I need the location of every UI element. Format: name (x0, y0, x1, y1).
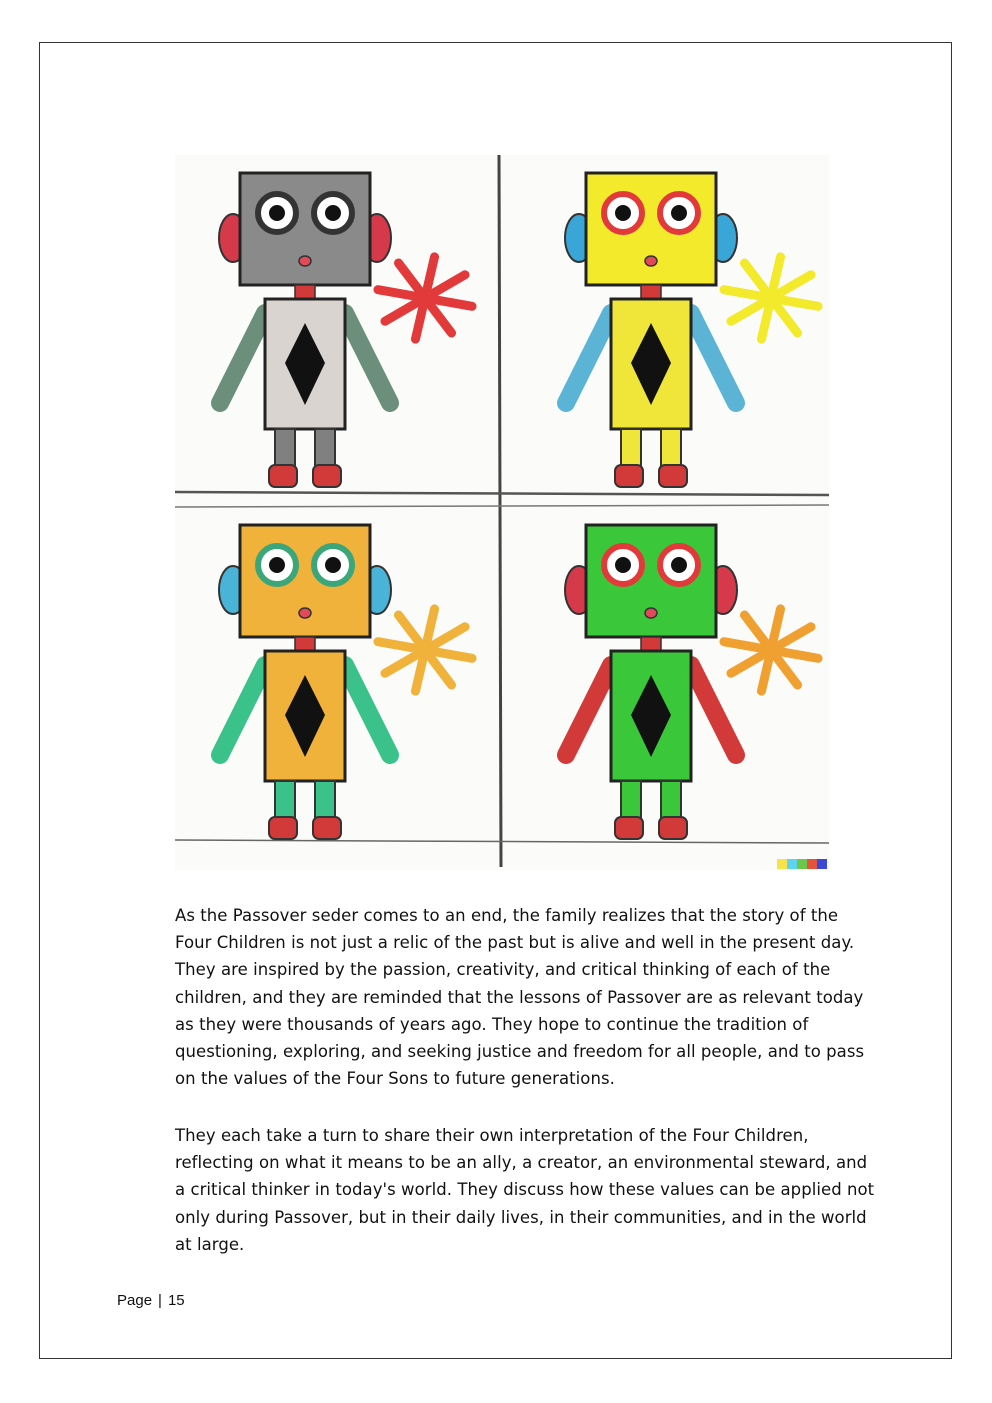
robot-foot-right (313, 465, 341, 487)
robot-pupil (615, 557, 631, 573)
robot-foot-left (269, 817, 297, 839)
footer-page-number: 15 (167, 1292, 185, 1309)
robot-pupil (269, 557, 285, 573)
robot-pupil (325, 205, 341, 221)
robot-leg-right (661, 781, 681, 821)
robot-leg-right (315, 429, 335, 469)
robot-neck (295, 285, 315, 299)
robot-pupil (269, 205, 285, 221)
robot-mouth (299, 608, 311, 618)
color-bar-swatch (817, 859, 827, 869)
robot-mouth (299, 256, 311, 266)
robot-mouth (645, 256, 657, 266)
robot-neck (641, 637, 661, 651)
color-bar-swatch (797, 859, 807, 869)
footer-separator: | (158, 1292, 162, 1309)
color-bar-swatch (787, 859, 797, 869)
page-footer (117, 1292, 185, 1309)
robot-foot-right (659, 817, 687, 839)
robot-mouth (645, 608, 657, 618)
robot-foot-right (659, 465, 687, 487)
color-bar-watermark (777, 859, 827, 869)
robot-leg-right (315, 781, 335, 821)
robot-foot-left (615, 465, 643, 487)
robot-pupil (325, 557, 341, 573)
robot-neck (641, 285, 661, 299)
robot-neck (295, 637, 315, 651)
paragraph-2 (175, 1122, 875, 1258)
color-bar-swatch (807, 859, 817, 869)
color-bar-swatch (777, 859, 787, 869)
robot-pupil (671, 557, 687, 573)
robot-head (586, 525, 716, 637)
footer-page-label: Page (117, 1292, 153, 1309)
panel-divider-vertical (499, 155, 501, 867)
robot-leg-left (275, 429, 295, 469)
robot-foot-left (269, 465, 297, 487)
paragraph-1 (175, 902, 875, 1092)
robot-leg-right (661, 429, 681, 469)
four-robots-illustration (175, 155, 829, 870)
robot-leg-left (621, 429, 641, 469)
paragraph-1-text: As the Passover seder comes to an end, the family realizes that the story of the Four Children is not just a relic of the past but is alive and well in the present day. They are inspired by the passion, creativity, and critical thinking of each of the children, and they are reminded that the lessons of Passover are as relevant today as they were thousands of years ago. They hope to continue the tradition of questioning, exploring, and seeking justice and freedom for all people, and to pass on the values of the Four Sons to future generations. (175, 906, 865, 1089)
robot-head (240, 525, 370, 637)
robot-foot-right (313, 817, 341, 839)
robot-foot-left (615, 817, 643, 839)
robot-head (240, 173, 370, 285)
robot-pupil (671, 205, 687, 221)
robot-pupil (615, 205, 631, 221)
robot-head (586, 173, 716, 285)
paragraph-2-text: They each take a turn to share their own interpretation of the Four Children, reflecting on what it means to be an ally, a creator, an environmental steward, and a critical thinker in today's world. They discuss how these values can be applied not only during Passover, but in their daily lives, in their communities, and in the world at large. (175, 1126, 875, 1254)
robot-leg-left (275, 781, 295, 821)
robot-leg-left (621, 781, 641, 821)
